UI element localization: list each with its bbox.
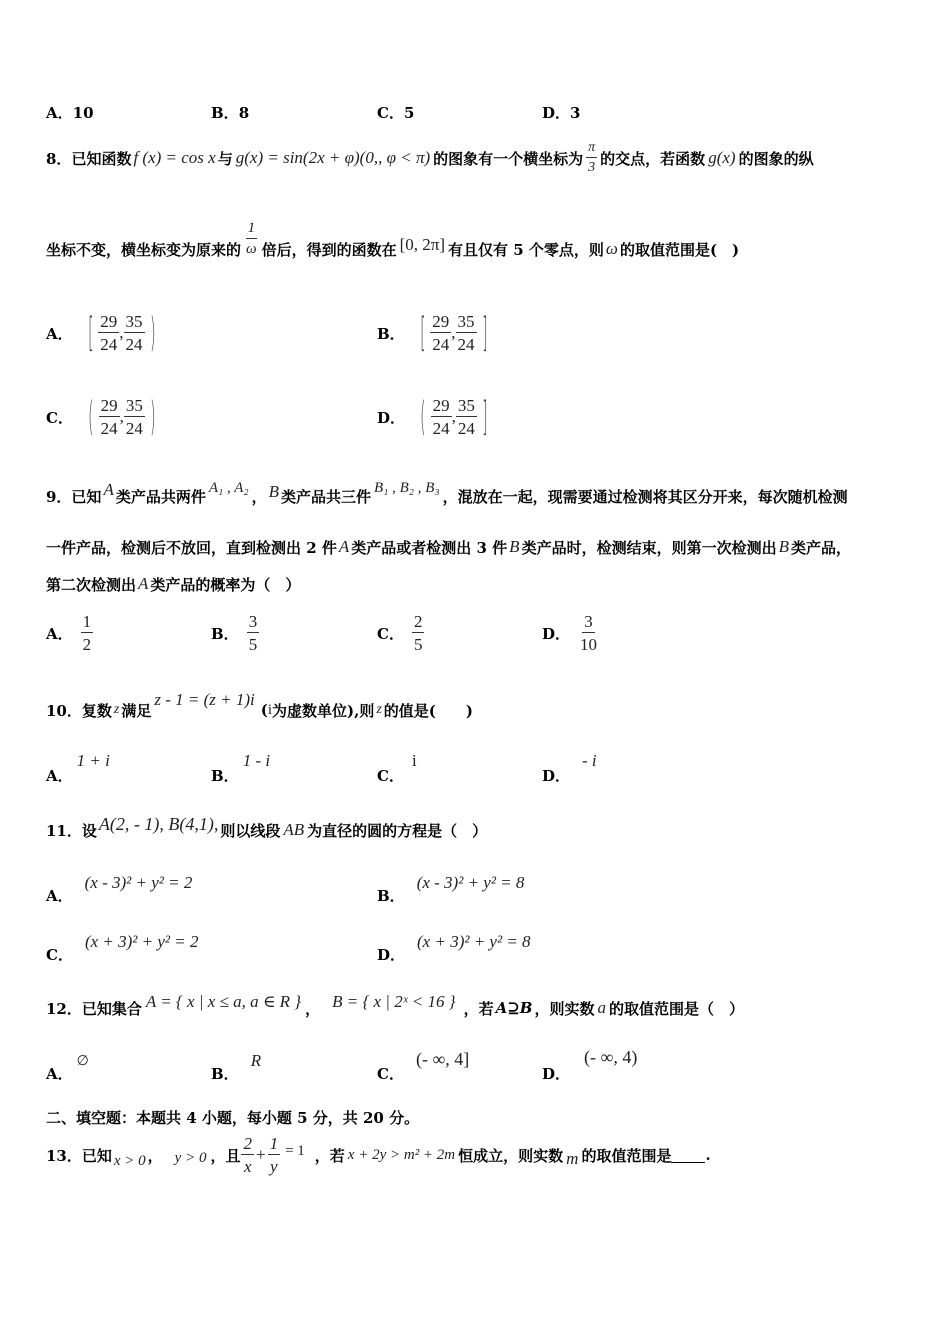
question-text: ，: [147, 1146, 163, 1165]
q8-option-a: [46, 308, 160, 358]
numerator: 35: [457, 312, 475, 331]
fraction: [431, 397, 452, 437]
symbol-b: B: [509, 537, 520, 556]
denominator: 24: [457, 335, 475, 354]
option-interval: ( $\frac{29}{24}$ , $\frac{35}{24}$ ): [88, 394, 156, 440]
fraction: [430, 313, 451, 353]
question-text: 类产品或者检测出 3 件: [351, 538, 508, 557]
question-text: (: [260, 701, 268, 719]
question-text: 的取值范围是( ): [619, 240, 740, 259]
q9-option-c: [377, 608, 424, 658]
q9-option-a: [46, 608, 93, 658]
question-text: 类产品时，检测结束，则第一次检测出: [521, 538, 777, 557]
option-label: D．: [542, 766, 571, 785]
option-value: 3: [570, 104, 581, 122]
option-label: B．: [377, 886, 405, 905]
q9-line-1: [46, 476, 848, 516]
option-value: (- ∞, 4): [584, 1046, 638, 1067]
option-value: ∅: [76, 1053, 89, 1069]
symbol-z: z: [113, 702, 120, 717]
q12-option-d: [542, 1046, 638, 1083]
option-label: A．: [46, 624, 73, 643]
equation: z - 1 = (z + 1)i: [154, 690, 255, 709]
option-label: A．: [46, 886, 73, 905]
items-a: A₁ , A₂: [208, 479, 249, 496]
q8-line-1: [46, 138, 814, 178]
question-text: 倍后，得到的函数在: [261, 240, 397, 259]
option-value: (x + 3)² + y² = 2: [84, 932, 199, 951]
q9-line-2: [46, 537, 851, 557]
question-number: 8．: [46, 149, 72, 168]
option-value: 5: [403, 104, 415, 122]
q7-option-c: [377, 102, 414, 123]
option-label: B．: [377, 324, 405, 343]
inequality: x + 2y > m² + 2m: [347, 1146, 456, 1163]
fraction-2-over-x: [241, 1135, 254, 1175]
symbol-z: z: [376, 702, 382, 717]
q11-line: [46, 812, 487, 848]
numerator: 35: [457, 396, 475, 415]
option-label: D．: [377, 408, 406, 427]
denominator: 5: [413, 635, 423, 654]
fraction: [412, 613, 425, 653]
option-label: C．: [377, 766, 404, 785]
segment-ab: AB: [283, 820, 305, 839]
denominator: 2: [82, 635, 92, 654]
numerator: 29: [432, 312, 450, 331]
fraction: [247, 613, 260, 653]
question-text: ，且: [210, 1146, 241, 1165]
question-text: .: [705, 1146, 711, 1164]
q9-line-3: [46, 574, 300, 594]
right-bracket: ]: [481, 310, 488, 356]
option-label: A．: [46, 1064, 73, 1083]
q11-option-a: [46, 872, 193, 905]
numerator: 3: [248, 612, 258, 631]
option-label: C．: [46, 408, 73, 427]
question-text: ，: [305, 999, 321, 1018]
option-label: D．: [542, 104, 571, 122]
section-heading: 二、填空题：本题共 4 小题，每小题 5 分，共 20 分。: [46, 1109, 420, 1127]
option-label: C．: [377, 624, 404, 643]
items-b: B₁ , B₂ , B₃: [374, 479, 440, 496]
option-value: (x + 3)² + y² = 8: [417, 932, 531, 951]
q13-line: [46, 1130, 711, 1180]
plus-sign: +: [255, 1145, 266, 1164]
question-text: 的取值范围是: [581, 1146, 672, 1165]
fraction: [456, 397, 477, 437]
q9-option-b: [211, 608, 259, 658]
fraction: [124, 313, 145, 353]
condition-x: x > 0: [113, 1152, 146, 1169]
option-value: R: [250, 1051, 262, 1070]
question-text: 10．复数: [46, 701, 112, 720]
fraction: [99, 397, 120, 437]
question-text: 13．已知: [46, 1146, 112, 1165]
option-value: i: [411, 751, 417, 770]
q10-line: [46, 690, 473, 730]
q8-option-d: [377, 392, 492, 442]
numerator: 29: [100, 312, 118, 331]
question-text: 第二次检测出: [46, 575, 137, 594]
question-text: 为直径的圆的方程是（ ）: [307, 821, 488, 840]
fraction: [81, 613, 94, 653]
question-text: 与: [217, 149, 233, 168]
denominator: 24: [100, 419, 118, 438]
left-bracket: [: [87, 310, 94, 356]
question-text: 的值是( ): [383, 701, 473, 720]
option-label: B．: [211, 624, 239, 643]
question-text: ，则实数: [534, 999, 595, 1018]
question-text: ，混放在一起，现需要通过检测将其区分开来，每次随机检测: [442, 487, 848, 506]
q10-option-a: [46, 751, 110, 785]
question-text: ，: [251, 487, 267, 506]
option-value: (- ∞, 4]: [415, 1048, 470, 1069]
q8-line-2: [46, 220, 740, 274]
option-label: D．: [542, 624, 571, 643]
q12-option-b: [211, 1050, 262, 1083]
option-label: B．: [211, 104, 239, 122]
fraction-pi-over-3: [586, 141, 597, 175]
right-bracket: ]: [481, 394, 488, 440]
question-text: 则以线段: [220, 821, 281, 840]
option-value: 1 - i: [242, 751, 271, 770]
denominator: 24: [457, 419, 475, 438]
answer-blank[interactable]: [671, 1148, 705, 1163]
numerator: 35: [125, 396, 143, 415]
function-g: g(x) = sin(2x + φ)(0,, φ < π): [235, 148, 431, 167]
option-value: (x - 3)² + y² = 8: [416, 873, 525, 892]
question-text: 类产品，: [790, 538, 851, 557]
option-label: D．: [377, 945, 406, 964]
interval: [0, 2π]: [399, 235, 446, 254]
q12-option-c: [377, 1048, 470, 1083]
right-bracket: ): [149, 394, 156, 440]
fraction: [456, 313, 477, 353]
set-b: B = { x | 2ˣ < 16 }: [332, 992, 456, 1011]
numerator: 1: [246, 221, 258, 239]
question-text: 有且仅有 5 个零点，则: [448, 240, 604, 259]
option-label: C．: [377, 104, 404, 122]
q11-option-c: [46, 931, 199, 964]
condition-y: y > 0: [174, 1149, 207, 1166]
symbol-a: A: [138, 574, 149, 593]
q11-option-b: [377, 872, 525, 905]
set-a: A = { x | x ≤ a, a ∈ R }: [145, 992, 302, 1011]
symbol-b: B: [778, 537, 789, 556]
symbol-i: i: [267, 701, 273, 718]
q10-option-b: [211, 751, 271, 785]
option-value: - i: [582, 751, 597, 770]
denominator: 5: [248, 635, 258, 654]
question-text: 一件产品，检测后不放回，直到检测出 2 件: [46, 538, 337, 557]
denominator: ω: [246, 241, 257, 257]
q10-option-d: [542, 751, 597, 785]
q11-option-d: [377, 931, 531, 964]
numerator: 29: [100, 396, 118, 415]
q7-option-b: [211, 102, 249, 123]
fraction-1-over-y: [268, 1135, 281, 1175]
symbol-a: A: [338, 537, 350, 556]
question-text: 12．已知集合: [46, 999, 142, 1018]
denominator: 24: [125, 335, 143, 354]
question-text: 的图象有一个横坐标为: [433, 149, 584, 168]
numerator: 1: [269, 1134, 279, 1153]
function-gx: g(x): [708, 148, 736, 167]
numerator: 3: [584, 612, 593, 631]
fraction: [124, 397, 145, 437]
question-text: 9．已知: [46, 487, 102, 506]
option-label: B．: [211, 766, 239, 785]
fraction: [98, 313, 119, 353]
question-text: 满足: [121, 701, 152, 720]
option-interval: [ $\frac{29}{24}$ , $\frac{35}{24}$ ): [87, 310, 156, 356]
left-bracket: [: [419, 310, 426, 356]
question-text: ，若: [463, 999, 494, 1018]
q12-line: [46, 990, 744, 1026]
q7-option-d: [542, 102, 580, 123]
question-text: ，若: [314, 1146, 345, 1165]
question-text: 类产品共两件: [115, 487, 206, 506]
denominator: 10: [580, 635, 598, 654]
relation: A⊇B: [495, 999, 533, 1017]
option-label: A．: [46, 766, 73, 785]
denominator: 24: [125, 419, 143, 438]
option-value: 1 + i: [76, 751, 110, 770]
denominator: 3: [588, 160, 596, 175]
option-interval: ( $\frac{29}{24}$ , $\frac{35}{24}$ ]: [420, 394, 488, 440]
numerator: 29: [432, 396, 450, 415]
option-label: D．: [542, 1064, 571, 1083]
question-text: 的取值范围是（ ）: [608, 999, 744, 1018]
denominator: x: [243, 1157, 252, 1176]
omega-symbol: ω: [605, 239, 618, 258]
question-text: 恒成立，则实数: [458, 1146, 564, 1165]
equals-one: = 1: [285, 1142, 305, 1159]
numerator: π: [586, 141, 597, 158]
left-bracket: (: [88, 394, 94, 440]
question-text: 的交点，若函数: [600, 149, 706, 168]
option-label: A．: [46, 104, 73, 122]
q10-option-c: [377, 751, 417, 785]
fraction-1-over-omega: [244, 221, 259, 257]
option-label: A．: [46, 324, 73, 343]
denominator: 24: [432, 335, 450, 354]
fraction: [578, 613, 599, 653]
option-value: (x - 3)² + y² = 2: [84, 873, 193, 892]
question-text: 类产品共三件: [280, 487, 371, 506]
option-label: C．: [377, 1064, 404, 1083]
numerator: 2: [243, 1134, 252, 1153]
question-text: 的图象的纵: [738, 149, 814, 168]
denominator: 24: [100, 335, 118, 354]
q8-option-c: [46, 392, 160, 442]
denominator: y: [270, 1157, 278, 1176]
option-interval: [ $\frac{29}{24}$ , $\frac{35}{24}$ ]: [419, 310, 488, 356]
right-bracket: ): [149, 310, 156, 356]
question-text: 11．设: [46, 821, 97, 840]
question-text: 为虚数单位),则: [272, 701, 375, 720]
function-f: f (x) = cos x: [133, 148, 216, 167]
q12-option-a: [46, 1050, 89, 1083]
option-value: 8: [238, 104, 250, 122]
option-value: 10: [72, 104, 94, 122]
symbol-a: a: [597, 998, 606, 1017]
left-bracket: (: [420, 394, 426, 440]
symbol-a: A: [103, 480, 114, 499]
symbol-m: m: [566, 1149, 579, 1168]
option-label: C．: [46, 945, 73, 964]
points: A(2, - 1), B(4,1),: [98, 813, 219, 834]
denominator: 24: [432, 419, 450, 438]
numerator: 2: [413, 612, 423, 631]
symbol-b: B: [268, 482, 279, 501]
numerator: 35: [125, 312, 143, 331]
q8-option-b: [377, 308, 492, 358]
question-text: 类产品的概率为（ ）: [150, 575, 301, 594]
q7-option-a: [46, 102, 94, 123]
q9-option-d: [542, 608, 599, 658]
question-text: 已知函数: [71, 149, 132, 168]
numerator: 1: [82, 612, 92, 631]
option-label: B．: [211, 1064, 239, 1083]
question-text: 坐标不变，横坐标变为原来的: [46, 240, 242, 259]
